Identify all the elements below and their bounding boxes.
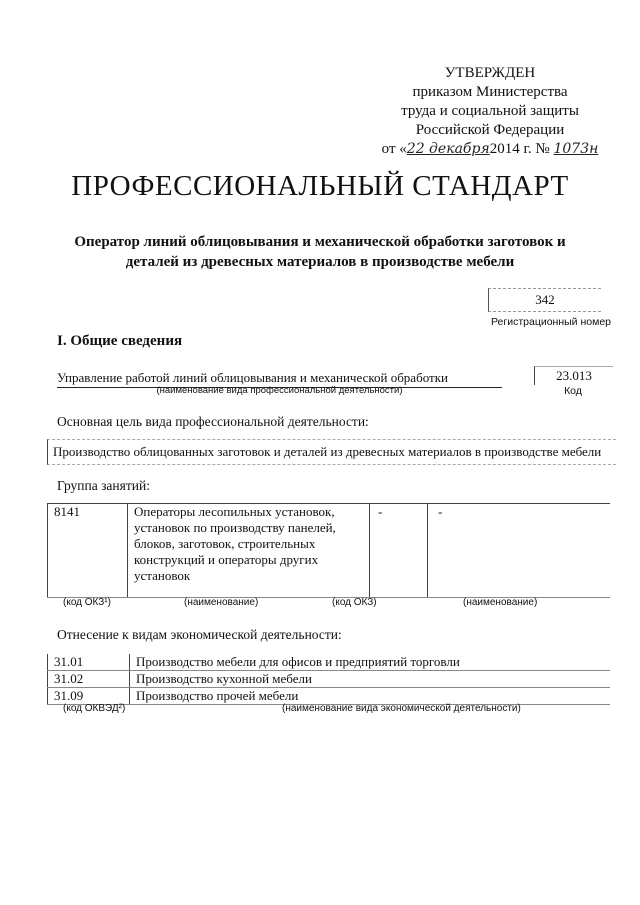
goal-heading: Основная цель вида профессиональной деятельности: bbox=[57, 414, 369, 429]
okz-name: Операторы лесопильных установок, установок по производству панелей, блоков, заготовок, строительных конструкций и операторы других установок bbox=[127, 504, 369, 597]
okz-name-2: - bbox=[427, 504, 610, 597]
approval-date-line bbox=[380, 140, 600, 159]
okved-name: Производство кухонной мебели bbox=[129, 671, 610, 687]
goal-text: Производство облицованных заготовок и деталей из древесных материалов в производстве мебели bbox=[47, 439, 616, 465]
activity-code-label: Код bbox=[564, 385, 582, 397]
approval-line-3: Российской Федерации bbox=[415, 122, 565, 138]
okz-code: 8141 bbox=[47, 504, 127, 597]
okved-name-caption: (наименование вида экономической деятельности) bbox=[282, 703, 521, 714]
okved-code-caption: (код ОКВЭД²) bbox=[63, 703, 126, 714]
okved-code: 31.02 bbox=[47, 671, 129, 687]
registration-number-box: 342 bbox=[488, 288, 601, 312]
okz-name-caption: (наименование) bbox=[184, 597, 259, 608]
okved-name: Производство прочей мебели bbox=[129, 688, 610, 704]
section-title: I. Общие сведения bbox=[57, 333, 183, 349]
document-subtitle: Оператор линий облицовывания и механической обработки заготовок и деталей из древесных материалов в производстве мебели bbox=[74, 234, 566, 270]
approval-stamp bbox=[380, 64, 600, 159]
handwritten-order-number: 1073н bbox=[553, 141, 599, 157]
approval-line-1: приказом Министерства bbox=[412, 84, 568, 100]
okz-code-caption: (код ОКЗ¹) bbox=[63, 597, 111, 608]
okved-code: 31.01 bbox=[47, 654, 129, 670]
occupation-table bbox=[47, 503, 610, 598]
okz-code-2: - bbox=[369, 504, 427, 597]
activity-name: Управление работой линий облицовывания и механической обработки bbox=[57, 370, 502, 388]
econ-heading: Отнесение к видам экономической деятельности: bbox=[57, 627, 342, 642]
approval-line-2: труда и социальной защиты bbox=[401, 103, 579, 119]
table-row bbox=[47, 654, 610, 671]
handwritten-date: 22 декабря bbox=[406, 141, 490, 157]
activity-code-box: 23.013 bbox=[534, 366, 613, 385]
okved-name: Производство мебели для офисов и предприятий торговли bbox=[129, 654, 610, 670]
okz-name-2-caption: (наименование) bbox=[463, 597, 538, 608]
approval-heading: УТВЕРЖДЕН bbox=[444, 65, 536, 81]
okved-code: 31.09 bbox=[47, 688, 129, 704]
table-row bbox=[47, 671, 610, 688]
date-year: 2014 г. № bbox=[489, 141, 550, 157]
activity-caption: (наименование вида профессиональной деятельности) bbox=[156, 385, 403, 396]
okz-code-2-caption: (код ОКЗ) bbox=[332, 597, 377, 608]
document-title: ПРОФЕССИОНАЛЬНЫЙ СТАНДАРТ bbox=[71, 170, 569, 202]
occupation-group-heading: Группа занятий: bbox=[57, 478, 150, 493]
registration-number-label: Регистрационный номер bbox=[491, 316, 611, 328]
date-prefix: от « bbox=[381, 141, 407, 157]
okved-table bbox=[47, 654, 610, 705]
